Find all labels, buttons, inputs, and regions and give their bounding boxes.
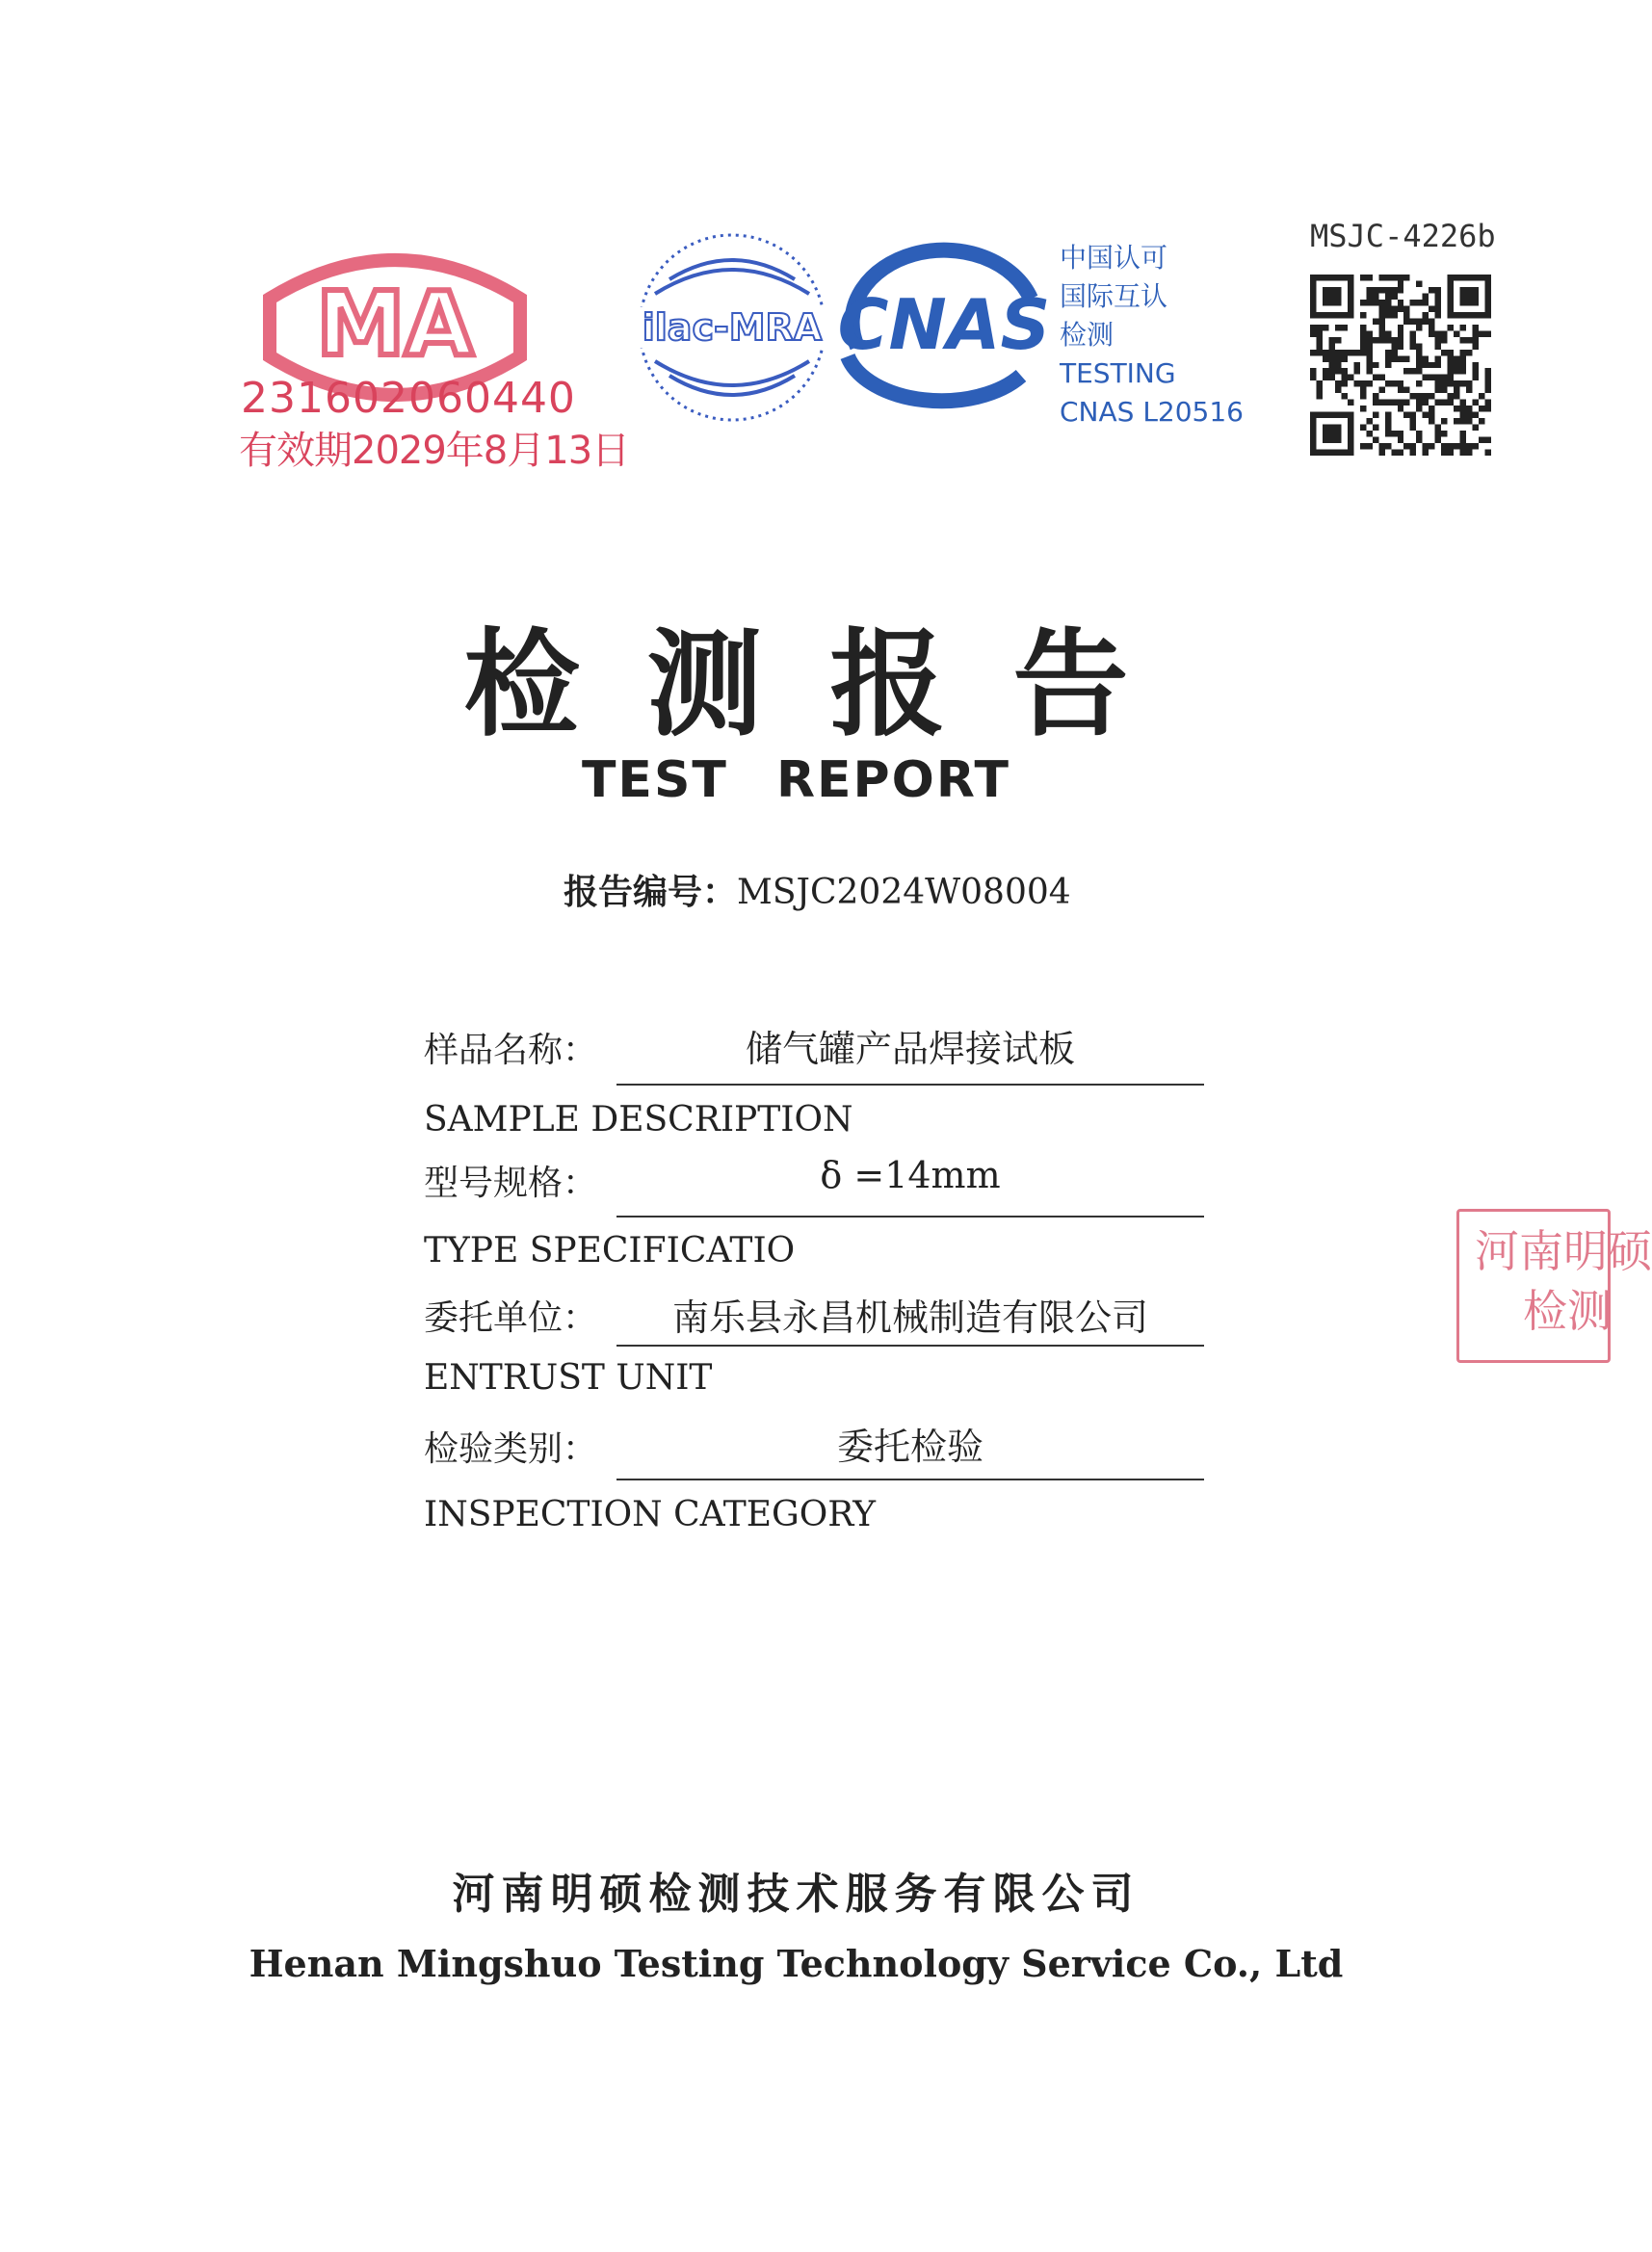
field-label-en-sample: SAMPLE DESCRIPTION (424, 1100, 853, 1139)
field-underline (616, 1216, 1204, 1218)
field-label-sample: 样品名称： (424, 1031, 598, 1070)
report-number-value: MSJC2024W08004 (737, 873, 1071, 912)
company-name-en: Henan Mingshuo Testing Technology Service Co., Ltd (249, 1942, 1344, 1985)
page-title-cn: 检测报告 (463, 616, 1196, 752)
cma-validity: 有效期2029年8月13日 (239, 429, 630, 473)
report-number-label: 报告编号： (564, 873, 738, 912)
company-name-cn: 河南明硕检测技术服务有限公司 (452, 1870, 1141, 1919)
svg-text:ilac-MRA: ilac-MRA (642, 306, 823, 349)
cnas-line: 中国认可 (1060, 242, 1168, 274)
field-label-type: 型号规格： (424, 1164, 598, 1203)
field-label-en-category: INSPECTION CATEGORY (424, 1495, 877, 1534)
seal-line: 检测 (1523, 1285, 1612, 1337)
seal-line: 河南明硕 (1475, 1225, 1652, 1277)
company-seal-stamp (1456, 1209, 1652, 1363)
field-value-entrust: 南乐县永昌机械制造有限公司 (671, 1296, 1148, 1339)
field-label-en-type: TYPE SPECIFICATIO (424, 1231, 796, 1270)
field-label-entrust: 委托单位： (424, 1298, 598, 1338)
field-value-category: 委托检验 (836, 1426, 983, 1468)
cma-number: 231602060440 (241, 374, 576, 423)
field-underline (616, 1479, 1204, 1480)
field-value-type: δ =14mm (820, 1154, 1001, 1196)
cnas-caption (1060, 239, 1244, 432)
qr-code-icon (1310, 275, 1491, 456)
field-underline (616, 1345, 1204, 1347)
field-value-sample: 储气罐产品焊接试板 (745, 1028, 1075, 1070)
field-label-en-entrust: ENTRUST UNIT (424, 1358, 713, 1398)
field-label-category: 检验类别： (424, 1429, 598, 1469)
cnas-line: 国际互认 (1060, 280, 1168, 312)
field-underline (616, 1084, 1204, 1086)
cnas-logo (828, 241, 1060, 414)
cnas-line: 检测 (1060, 319, 1114, 351)
svg-text:CNAS: CNAS (837, 284, 1051, 365)
svg-text:MA: MA (316, 273, 474, 376)
cnas-line: TESTING (1060, 357, 1176, 389)
page-title-en: TEST REPORT (581, 751, 1011, 809)
report-number (564, 865, 1071, 914)
qr-serial: MSJC-4226b (1310, 218, 1496, 254)
ilac-mra-logo (631, 226, 833, 429)
cnas-line: CNAS L20516 (1060, 396, 1244, 428)
